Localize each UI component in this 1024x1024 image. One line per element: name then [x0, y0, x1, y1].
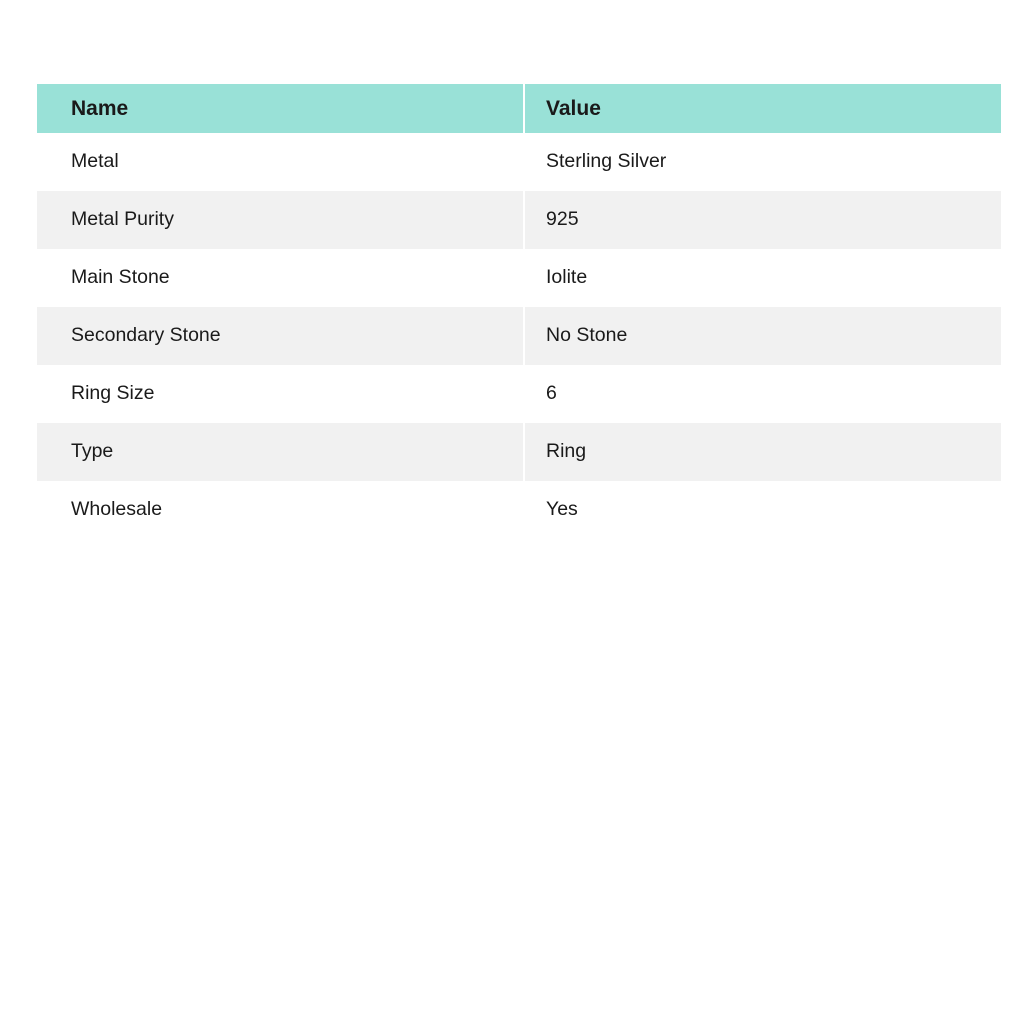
- attribute-value-cell: 6: [546, 382, 557, 405]
- attribute-name-cell: Type: [37, 423, 523, 481]
- attribute-value-cell: Iolite: [546, 266, 588, 289]
- table-body: [37, 133, 1001, 539]
- table-row: [37, 249, 1001, 307]
- attribute-name-cell: Main Stone: [71, 266, 170, 289]
- table-row: [37, 307, 1001, 365]
- table-row: [37, 365, 1001, 423]
- table-header-row: [37, 84, 1001, 133]
- attribute-value-cell: 925: [525, 191, 1001, 249]
- attribute-value-cell: No Stone: [525, 307, 1001, 365]
- attribute-name-cell: Wholesale: [71, 498, 163, 521]
- column-header-name: Name: [37, 84, 523, 133]
- attribute-name-cell: Secondary Stone: [37, 307, 523, 365]
- attribute-value-cell: Yes: [546, 498, 578, 521]
- attribute-value-cell: Ring: [525, 423, 1001, 481]
- column-header-value: Value: [525, 84, 1001, 133]
- attribute-name-cell: Metal Purity: [37, 191, 523, 249]
- table-row: [37, 423, 1001, 481]
- table-row: [37, 481, 1001, 539]
- attribute-name-cell: Ring Size: [71, 382, 155, 405]
- attribute-value-cell: Sterling Silver: [546, 150, 667, 173]
- table-row: [37, 191, 1001, 249]
- attribute-name-cell: Metal: [71, 150, 119, 173]
- product-attributes-table: [37, 84, 1001, 539]
- table-row: [37, 133, 1001, 191]
